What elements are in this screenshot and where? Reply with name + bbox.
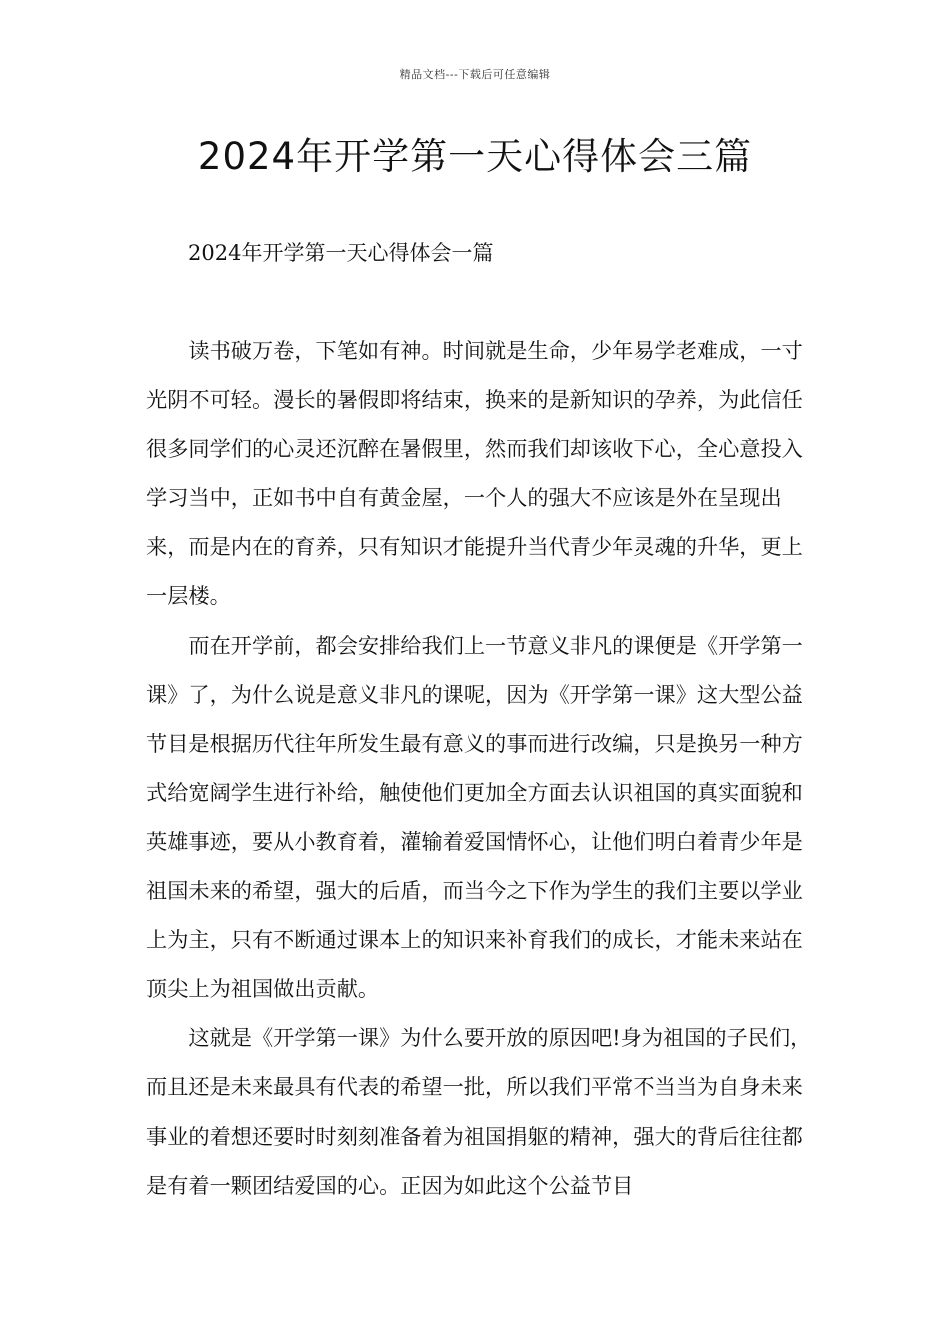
document-title: 2024年开学第一天心得体会三篇 — [197, 135, 753, 178]
page-header-note: 精品文档---下载后可任意编辑 — [399, 68, 551, 81]
document-body — [146, 326, 814, 1210]
body-paragraph-1: 读书破万卷，下笔如有神。时间就是生命，少年易学老难成，一寸光阴不可轻。漫长的暑假即将结束，换来的是新知识的孕养，为此信任很多同学们的心灵还沉醉在暑假里，然而我们却该收下心，全心意投入学习当中，正如书中自有黄金屋，一个人的强大不应该是外在呈现出来，而是内在的育养，只有知识才能提升当代青少年灵魂的升华，更上一层楼。 — [146, 338, 803, 609]
body-paragraph-3: 这就是《开学第一课》为什么要开放的原因吧!身为祖国的子民们，而且还是未来最具有代表的希望一批，所以我们平常不当当为自身未来事业的着想还要时时刻刻准备着为祖国捐躯的精神，强大的背后往往都是有着一颗团结爱国的心。正因为如此这个公益节目 — [146, 1025, 812, 1198]
body-paragraph-2: 而在开学前，都会安排给我们上一节意义非凡的课便是《开学第一课》了，为什么说是意义非凡的课呢，因为《开学第一课》这大型公益节目是根据历代往年所发生最有意义的事而进行改编，只是换另一种方式给宽阔学生进行补给，触使他们更加全方面去认识祖国的真实面貌和英雄事迹，要从小教育着，灌输着爱国情怀心，让他们明白着青少年是祖国未来的希望，强大的后盾，而当今之下作为学生的我们主要以学业上为主，只有不断通过课本上的知识来补育我们的成长，才能未来站在顶尖上为祖国做出贡献。 — [146, 632, 803, 1002]
section-subtitle: 2024年开学第一天心得体会一篇 — [188, 241, 494, 265]
